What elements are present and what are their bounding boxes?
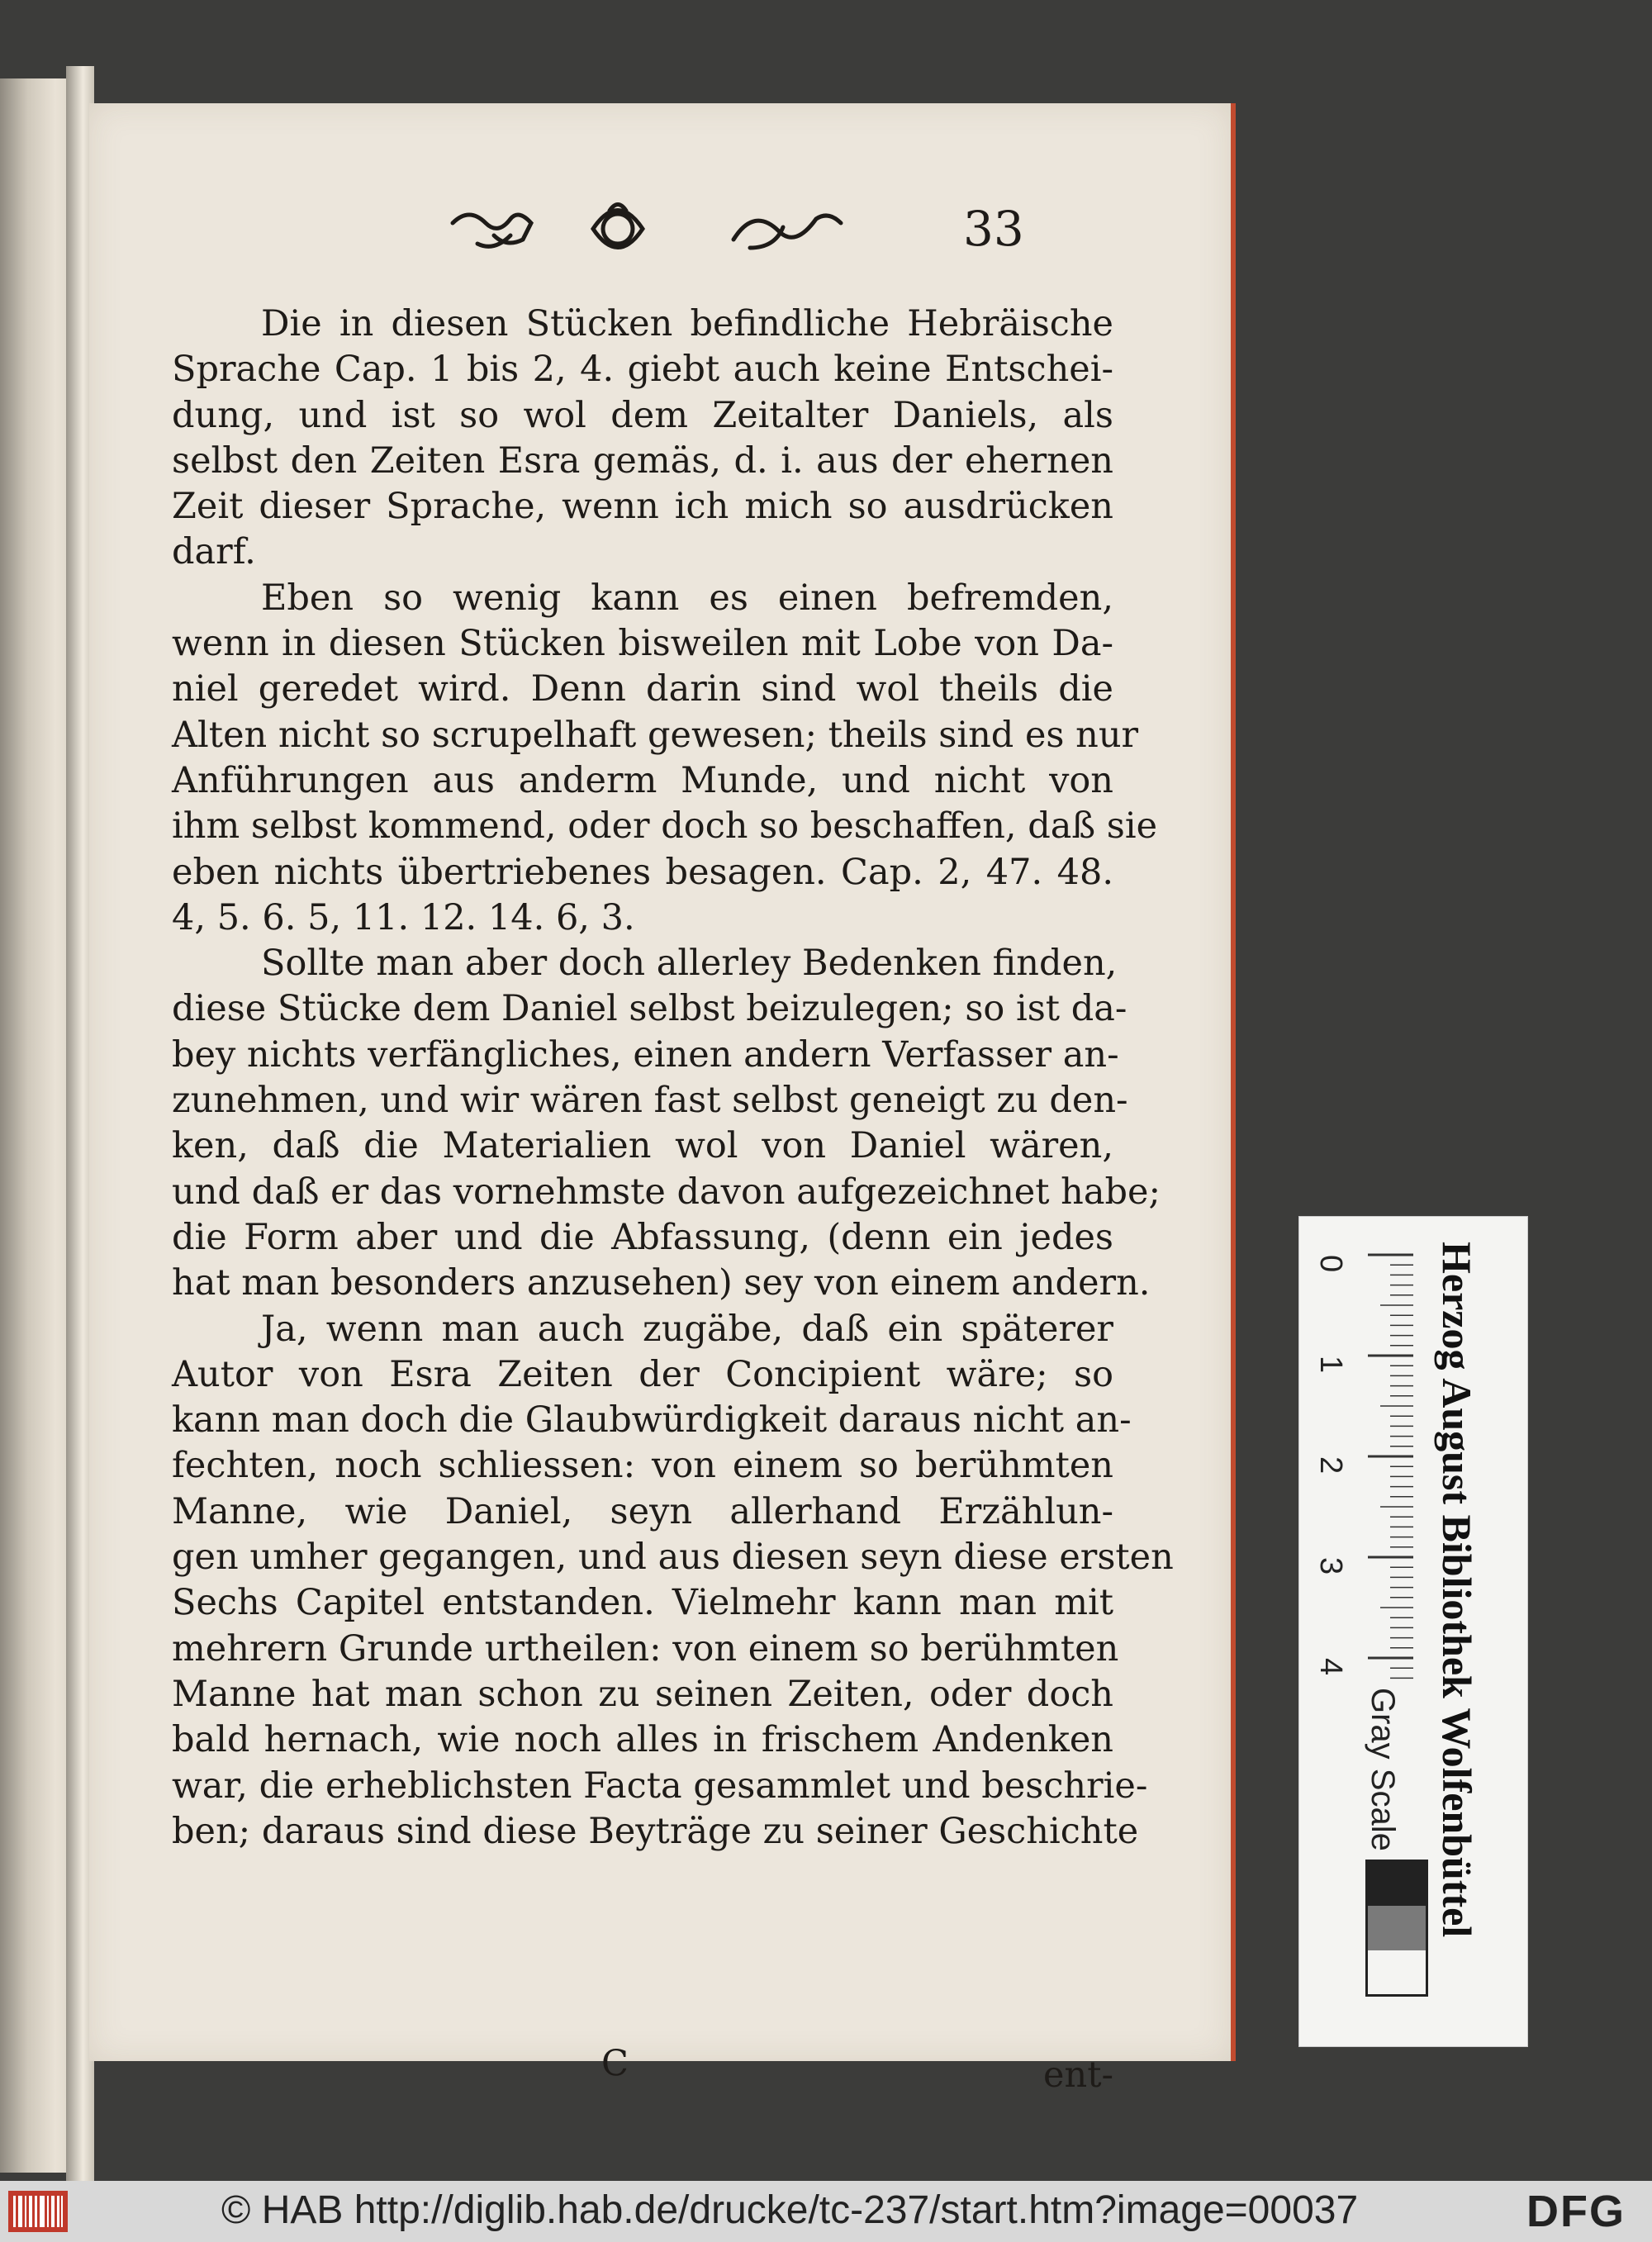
ruler [1313, 1232, 1415, 1676]
text-line: 4, 5. 6. 5, 11. 12. 14. 6, 3. [172, 896, 635, 938]
gray-swatches [1365, 1860, 1428, 1997]
text-line: Autor von Esra Zeiten der Concipient wäre; so [172, 1353, 1113, 1395]
text-line: Sollte man aber doch allerley Bedenken finden, [261, 943, 1118, 985]
text-line: zunehmen, und wir wären fast selbst geneigt zu den- [172, 1080, 1128, 1122]
text-line: Manne hat man schon zu seinen Zeiten, oder doch [172, 1673, 1113, 1715]
text-line: Eben so wenig kann es einen befremden, [261, 577, 1113, 619]
ruler-number: 0 [1313, 1255, 1348, 1273]
text-line: gen umher gegangen, und aus diesen seyn diese ersten [172, 1537, 1174, 1579]
text-line: Ja, wenn man auch zugäbe, daß ein späterer [261, 1308, 1113, 1350]
text-line: selbst den Zeiten Esra gemäs, d. i. aus der ehernen [172, 439, 1113, 482]
footer-bar [0, 2181, 1652, 2242]
text-line: bey nichts verfängliches, einen andern Verfasser an- [172, 1033, 1119, 1076]
text-line: Manne, wie Daniel, seyn allerhand Erzählun- [172, 1490, 1113, 1532]
text-line: Anführungen aus anderm Munde, und nicht von [172, 759, 1113, 801]
text-line: hat man besonders anzusehen) sey von einem andern. [172, 1262, 1151, 1304]
dfg-logo: DFG [1526, 2187, 1626, 2236]
text-line: darf. [172, 531, 256, 573]
text-line: mehrern Grunde urtheilen: von einem so berühmten [172, 1627, 1119, 1670]
signature-mark: C [601, 2043, 629, 2084]
text-line: ihm selbst kommend, oder doch so beschaffen, daß sie [172, 805, 1158, 848]
ornament-icon [444, 194, 874, 268]
scale-card [1298, 1216, 1528, 2047]
ruler-number: 1 [1313, 1356, 1348, 1374]
text-line: Sechs Capitel entstanden. Vielmehr kann man mit [172, 1582, 1113, 1624]
gray-swatch [1368, 1950, 1426, 1994]
text-line: bald hernach, wie noch alles in frischem Andenken [172, 1719, 1113, 1761]
text-line: kann man doch die Glaubwürdigkeit daraus nicht an- [172, 1399, 1132, 1442]
institution-label: Herzog August Bibliothek Wolfenbüttel [1434, 1242, 1480, 1938]
text-line: ben; daraus sind diese Beyträge zu seiner Geschichte [172, 1810, 1139, 1852]
page-number: 33 [963, 201, 1024, 257]
text-line: diese Stücke dem Daniel selbst beizulegen; so ist da- [172, 988, 1127, 1030]
text-line: ken, daß die Materialien wol von Daniel wären, [172, 1125, 1113, 1167]
text-line: Die in diesen Stücken befindliche Hebräische [261, 303, 1113, 344]
text-line: Sprache Cap. 1 bis 2, 4. giebt auch keine Entschei- [172, 349, 1113, 391]
ruler-number: 2 [1313, 1456, 1348, 1475]
ruler-number: 3 [1313, 1557, 1348, 1575]
gray-swatch [1368, 1906, 1426, 1950]
text-line: eben nichts übertriebenes besagen. Cap. 2, 47. 48. [172, 851, 1113, 893]
text-line: wenn in diesen Stücken bisweilen mit Lobe von Da- [172, 623, 1113, 665]
text-line: niel geredet wird. Denn darin sind wol theils die [172, 668, 1113, 710]
footer-url[interactable]: © HAB http://diglib.hab.de/drucke/tc-237/start.htm?image=00037 [221, 2188, 1359, 2232]
text-line: dung, und ist so wol dem Zeitalter Daniels, als [172, 394, 1113, 436]
text-line: fechten, noch schliessen: von einem so berühmten [172, 1445, 1113, 1487]
text-line: und daß er das vornehmste davon aufgezeichnet habe; [172, 1171, 1161, 1213]
gray-swatch [1368, 1862, 1426, 1906]
text-line: war, die erheblichsten Facta gesammlet und beschrie- [172, 1765, 1148, 1807]
catchword-line [172, 2043, 1113, 2096]
catchword: ent- [1043, 2054, 1113, 2096]
body-text [172, 302, 1174, 1855]
text-line: Alten nicht so scrupelhaft gewesen; theils sind es nur [172, 714, 1139, 756]
barcode-icon [8, 2191, 68, 2232]
book-page [89, 103, 1236, 2096]
text-line: die Form aber und die Abfassung, (denn ein jedes [172, 1216, 1113, 1258]
text-line: Zeit dieser Sprache, wenn ich mich so ausdrücken [172, 486, 1113, 528]
ruler-number: 4 [1313, 1658, 1348, 1676]
grayscale-label: Gray Scale [1365, 1688, 1401, 1851]
